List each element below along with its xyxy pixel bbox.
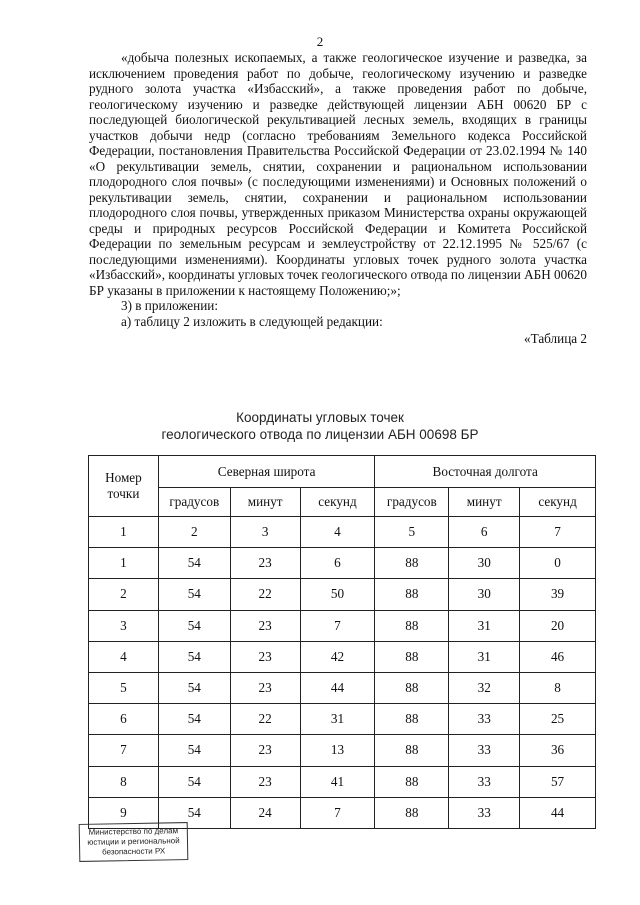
table-cell: 31 [300, 704, 375, 735]
table-cell: 23 [230, 672, 300, 703]
table-cell: 54 [158, 704, 230, 735]
point-number-cell: 5 [89, 672, 159, 703]
table-cell: 24 [230, 797, 300, 828]
table-cell: 44 [300, 672, 375, 703]
table-row [89, 672, 596, 703]
table-cell: 41 [300, 766, 375, 797]
table-cell: 88 [375, 672, 449, 703]
point-number-cell: 1 [89, 517, 159, 548]
table-body [89, 517, 596, 829]
table-cell: 7 [520, 517, 596, 548]
appendix-item: 3) в приложении: [121, 298, 218, 313]
point-number-cell: 7 [89, 735, 159, 766]
point-number-cell: 1 [89, 548, 159, 579]
table-cell: 44 [520, 797, 596, 828]
ministry-stamp [79, 822, 189, 862]
table-cell: 3 [230, 517, 300, 548]
table-row [89, 548, 596, 579]
table-cell: 88 [375, 735, 449, 766]
subheader-cell: секунд [300, 488, 375, 517]
point-number-cell: 4 [89, 641, 159, 672]
table-cell: 22 [230, 579, 300, 610]
table-cell: 54 [158, 610, 230, 641]
stamp-line: юстиции и региональной [87, 836, 180, 847]
table-cell: 54 [158, 766, 230, 797]
table-cell: 30 [449, 548, 520, 579]
subheader-cell: минут [230, 488, 300, 517]
table-row [89, 610, 596, 641]
table-cell: 22 [230, 704, 300, 735]
table-instruction: а) таблицу 2 изложить в следующей редакции: [121, 313, 383, 329]
coordinates-table [88, 455, 596, 829]
table-cell: 23 [230, 610, 300, 641]
table-cell: 6 [449, 517, 520, 548]
table-cell: 6 [300, 548, 375, 579]
point-number-cell: 6 [89, 704, 159, 735]
subheader-cell: секунд [520, 488, 596, 517]
table-cell: 54 [158, 548, 230, 579]
table-row [89, 704, 596, 735]
point-number-cell: 8 [89, 766, 159, 797]
subheader-cell: градусов [375, 488, 449, 517]
table-cell: 88 [375, 766, 449, 797]
table-cell: 50 [300, 579, 375, 610]
table-reference: «Таблица 2 [524, 331, 587, 346]
table-cell: 88 [375, 704, 449, 735]
north-latitude-header: Северная широта [158, 456, 375, 488]
table-cell: 54 [158, 579, 230, 610]
point-number-header: Номер точки [89, 456, 159, 517]
table-title-line-2: геологического отвода по лицензии АБН 00698 БР [161, 427, 479, 442]
table-cell: 54 [158, 797, 230, 828]
table-cell: 54 [158, 641, 230, 672]
table-cell: 7 [300, 610, 375, 641]
table-cell: 54 [158, 672, 230, 703]
table-header-row [89, 456, 596, 488]
table-cell: 30 [449, 579, 520, 610]
table-cell: 46 [520, 641, 596, 672]
subheader-cell: минут [449, 488, 520, 517]
page-number: 2 [316, 34, 324, 49]
table-cell: 36 [520, 735, 596, 766]
body-text [89, 50, 587, 347]
table-cell: 5 [375, 517, 449, 548]
table-subheader-row [89, 488, 596, 517]
east-longitude-header: Восточная долгота [375, 456, 596, 488]
table-cell: 20 [520, 610, 596, 641]
table-cell: 23 [230, 641, 300, 672]
table-cell: 88 [375, 641, 449, 672]
table-row [89, 517, 596, 548]
table-cell: 88 [375, 579, 449, 610]
table-row [89, 579, 596, 610]
table-cell: 42 [300, 641, 375, 672]
table-cell: 54 [158, 735, 230, 766]
table-cell: 2 [158, 517, 230, 548]
table-cell: 88 [375, 610, 449, 641]
table-cell: 32 [449, 672, 520, 703]
table-cell: 0 [520, 548, 596, 579]
table-cell: 23 [230, 548, 300, 579]
table-row [89, 735, 596, 766]
table-cell: 33 [449, 797, 520, 828]
table-cell: 4 [300, 517, 375, 548]
subheader-cell: градусов [158, 488, 230, 517]
table-title-line-1: Координаты угловых точек [236, 410, 404, 425]
table-title [0, 409, 640, 443]
table-cell: 39 [520, 579, 596, 610]
table-cell: 88 [375, 548, 449, 579]
table-cell: 8 [520, 672, 596, 703]
table-cell: 31 [449, 641, 520, 672]
main-paragraph: «добыча полезных ископаемых, а также геологическое изучение и разведка, за исключением проведения работ по добыче, геологическому изучению и разведке рудного золота участка «Избасский», а также проведения работ по добыче, геологическому изучению и разведке действующей лицензии АБН 00620 БР с последующей биологической рекультивацией лесных земель, входящих в границы участков добычи недр (согласно требованиям Земельного кодекса Российской Федерации, постановления Правительства Российской Федерации от 23.02.1994 № 140 «О рекультивации земель, снятии, сохранении и рациональном использовании плодородного слоя почвы» (с последующими изменениями) и Основных положений о рекультивации земель, снятии, сохранении и рациональном использовании плодородного слоя почвы, утвержденных приказом Министерства охраны окружающей среды и природных ресурсов Российской Федерации и Комитета Российской Федерации по земельным ресурсам и землеустройству от 22.12.1995 № 525/67 (с последующими изменениями). Координаты угловых точек рудного золота участка «Избасский», координаты угловых точек геологического отвода по лицензии АБН 00620 БР указаны в приложении к настоящему Положению;»; [89, 50, 587, 298]
table-cell: 13 [300, 735, 375, 766]
table-cell: 25 [520, 704, 596, 735]
stamp-line: Министерство по делам [88, 826, 179, 837]
table-row [89, 641, 596, 672]
point-number-cell: 3 [89, 610, 159, 641]
table-cell: 57 [520, 766, 596, 797]
table-cell: 33 [449, 766, 520, 797]
table-cell: 23 [230, 766, 300, 797]
point-number-cell: 9 [89, 797, 159, 828]
table-cell: 33 [449, 735, 520, 766]
table-cell: 88 [375, 797, 449, 828]
table-cell: 33 [449, 704, 520, 735]
stamp-line: безопасности РХ [102, 846, 166, 857]
table-row [89, 766, 596, 797]
table-cell: 31 [449, 610, 520, 641]
table-cell: 7 [300, 797, 375, 828]
table-cell: 23 [230, 735, 300, 766]
point-number-cell: 2 [89, 579, 159, 610]
